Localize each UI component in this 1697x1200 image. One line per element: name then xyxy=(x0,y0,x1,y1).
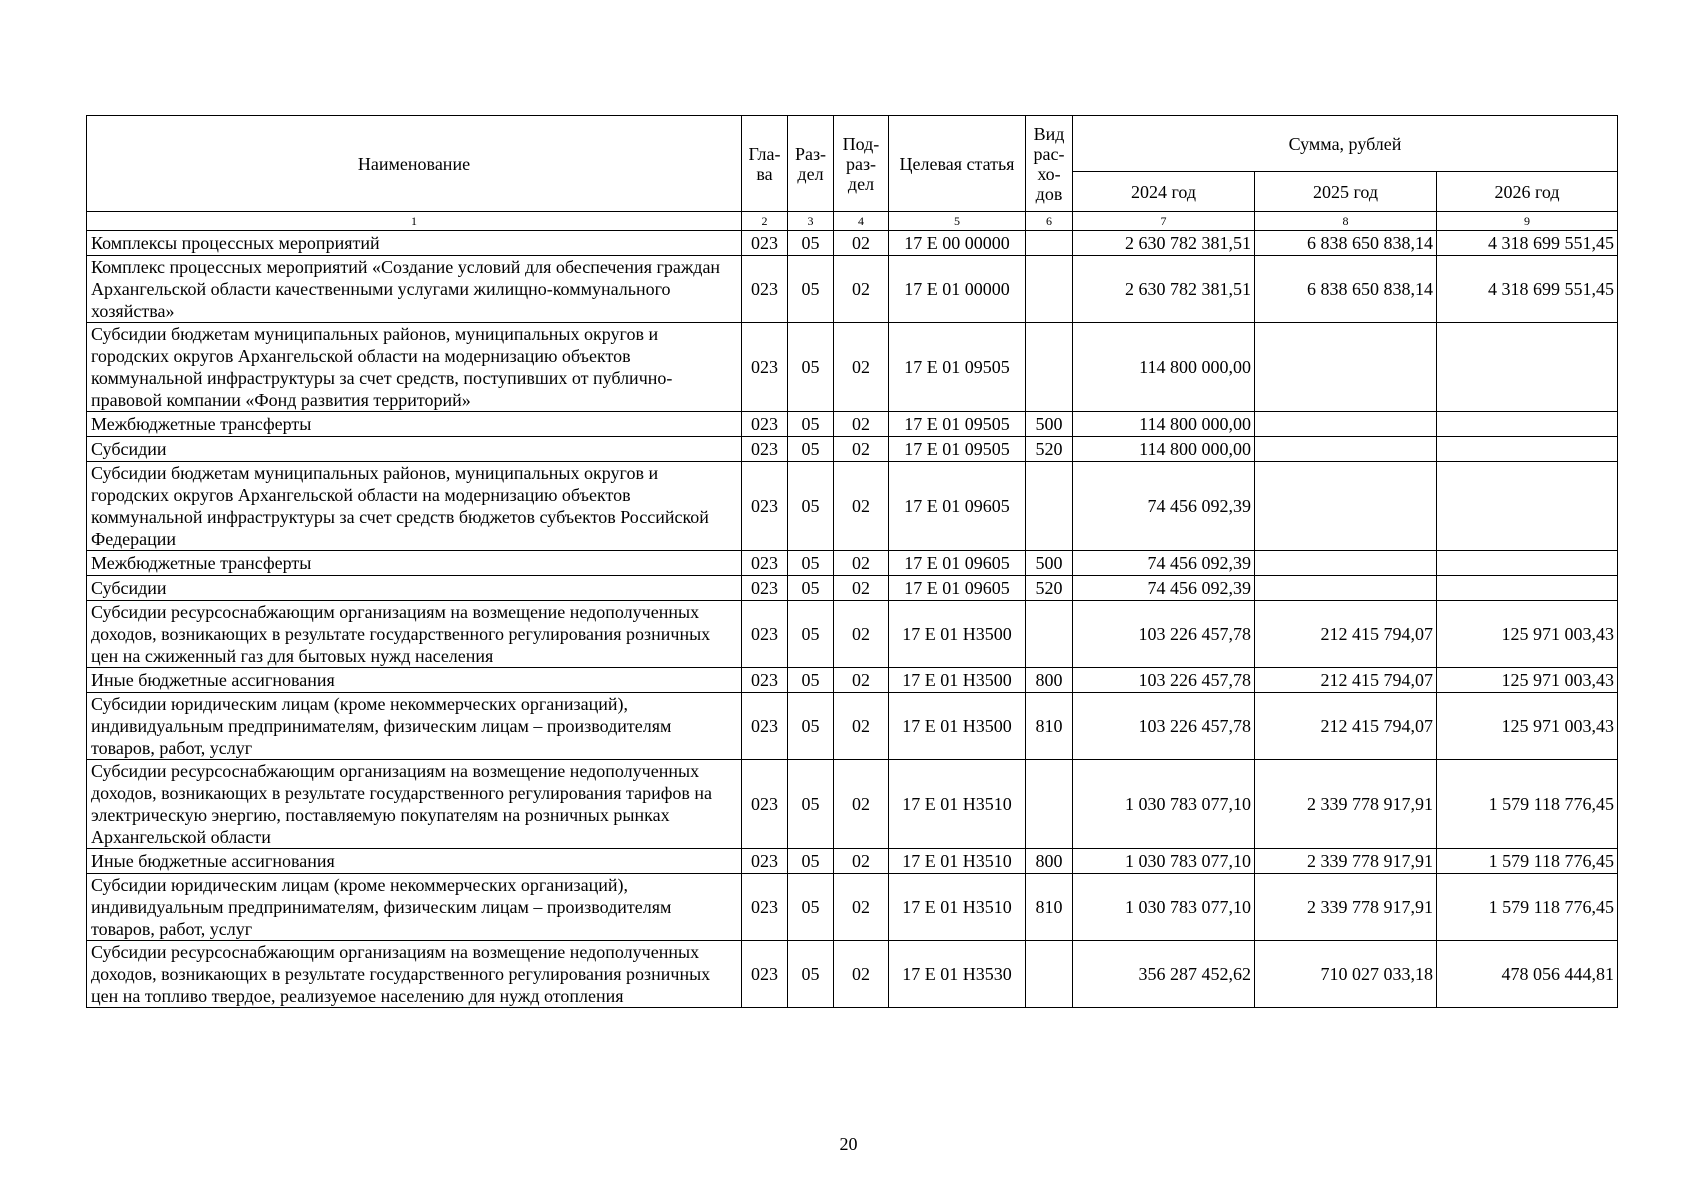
row-chapter: 023 xyxy=(742,437,788,462)
row-section: 05 xyxy=(788,256,834,323)
header-year-2026: 2026 год xyxy=(1437,172,1618,212)
row-amount-2024: 1 030 783 077,10 xyxy=(1073,874,1255,941)
row-amount-2025: 212 415 794,07 xyxy=(1255,693,1437,760)
header-year-2025: 2025 год xyxy=(1255,172,1437,212)
row-amount-2026: 4 318 699 551,45 xyxy=(1437,256,1618,323)
row-subsection: 02 xyxy=(834,412,889,437)
row-expense-type: 520 xyxy=(1026,576,1073,601)
column-index: 6 xyxy=(1026,212,1073,231)
row-amount-2025 xyxy=(1255,437,1437,462)
table-row xyxy=(87,412,1618,437)
row-amount-2024: 114 800 000,00 xyxy=(1073,323,1255,412)
row-name: Субсидии xyxy=(87,576,742,601)
row-chapter: 023 xyxy=(742,601,788,668)
table-row xyxy=(87,760,1618,849)
row-amount-2026: 478 056 444,81 xyxy=(1437,941,1618,1008)
row-target: 17 Е 01 Н3500 xyxy=(889,668,1026,693)
row-target: 17 Е 01 Н3500 xyxy=(889,693,1026,760)
row-amount-2025: 2 339 778 917,91 xyxy=(1255,849,1437,874)
row-amount-2024: 114 800 000,00 xyxy=(1073,412,1255,437)
row-amount-2024: 74 456 092,39 xyxy=(1073,551,1255,576)
row-section: 05 xyxy=(788,693,834,760)
row-section: 05 xyxy=(788,760,834,849)
column-index: 4 xyxy=(834,212,889,231)
row-expense-type: 810 xyxy=(1026,874,1073,941)
row-amount-2025 xyxy=(1255,576,1437,601)
row-amount-2025: 6 838 650 838,14 xyxy=(1255,256,1437,323)
row-chapter: 023 xyxy=(742,412,788,437)
budget-table-container xyxy=(86,115,1617,1008)
row-expense-type xyxy=(1026,231,1073,256)
row-amount-2024: 74 456 092,39 xyxy=(1073,576,1255,601)
row-expense-type: 800 xyxy=(1026,668,1073,693)
row-name: Субсидии юридическим лицам (кроме некоммерческих организаций), индивидуальным предпринимателям, физическим лицам – производителям товаров, работ, услуг xyxy=(87,874,742,941)
column-index: 3 xyxy=(788,212,834,231)
table-body xyxy=(87,231,1618,1008)
row-amount-2024: 103 226 457,78 xyxy=(1073,601,1255,668)
column-index: 8 xyxy=(1255,212,1437,231)
row-amount-2025 xyxy=(1255,323,1437,412)
row-section: 05 xyxy=(788,551,834,576)
row-chapter: 023 xyxy=(742,874,788,941)
row-name: Субсидии ресурсоснабжающим организациям на возмещение недополученных доходов, возникающих в результате государственного регулирования розничных цен на сжиженный газ для бытовых нужд населения xyxy=(87,601,742,668)
row-amount-2025: 6 838 650 838,14 xyxy=(1255,231,1437,256)
row-expense-type: 500 xyxy=(1026,412,1073,437)
header-section: Раз- дел xyxy=(788,116,834,212)
row-chapter: 023 xyxy=(742,551,788,576)
row-section: 05 xyxy=(788,412,834,437)
table-row xyxy=(87,601,1618,668)
row-name: Комплекс процессных мероприятий «Создание условий для обеспечения граждан Архангельской области качественными услугами жилищно-коммунального хозяйства» xyxy=(87,256,742,323)
row-chapter: 023 xyxy=(742,323,788,412)
row-amount-2024: 103 226 457,78 xyxy=(1073,693,1255,760)
table-row xyxy=(87,941,1618,1008)
row-name: Иные бюджетные ассигнования xyxy=(87,668,742,693)
row-expense-type: 800 xyxy=(1026,849,1073,874)
row-target: 17 Е 01 Н3500 xyxy=(889,601,1026,668)
header-target: Целевая статья xyxy=(889,116,1026,212)
table-row xyxy=(87,551,1618,576)
row-subsection: 02 xyxy=(834,551,889,576)
row-target: 17 Е 01 09605 xyxy=(889,462,1026,551)
row-section: 05 xyxy=(788,437,834,462)
row-subsection: 02 xyxy=(834,849,889,874)
row-amount-2024: 1 030 783 077,10 xyxy=(1073,760,1255,849)
row-chapter: 023 xyxy=(742,693,788,760)
row-amount-2024: 74 456 092,39 xyxy=(1073,462,1255,551)
row-target: 17 Е 01 00000 xyxy=(889,256,1026,323)
header-year-2024: 2024 год xyxy=(1073,172,1255,212)
row-chapter: 023 xyxy=(742,941,788,1008)
row-chapter: 023 xyxy=(742,668,788,693)
row-section: 05 xyxy=(788,941,834,1008)
budget-table xyxy=(86,115,1618,1008)
row-name: Субсидии юридическим лицам (кроме некоммерческих организаций), индивидуальным предпринимателям, физическим лицам – производителям товаров, работ, услуг xyxy=(87,693,742,760)
row-expense-type xyxy=(1026,601,1073,668)
row-amount-2026: 1 579 118 776,45 xyxy=(1437,849,1618,874)
row-amount-2024: 114 800 000,00 xyxy=(1073,437,1255,462)
table-row xyxy=(87,693,1618,760)
row-expense-type xyxy=(1026,256,1073,323)
row-name: Межбюджетные трансферты xyxy=(87,412,742,437)
row-amount-2026 xyxy=(1437,551,1618,576)
row-subsection: 02 xyxy=(834,874,889,941)
row-target: 17 Е 01 09605 xyxy=(889,551,1026,576)
table-row xyxy=(87,668,1618,693)
row-chapter: 023 xyxy=(742,760,788,849)
row-section: 05 xyxy=(788,576,834,601)
row-amount-2025 xyxy=(1255,551,1437,576)
row-subsection: 02 xyxy=(834,462,889,551)
row-amount-2024: 2 630 782 381,51 xyxy=(1073,256,1255,323)
row-amount-2024: 103 226 457,78 xyxy=(1073,668,1255,693)
row-target: 17 Е 01 Н3510 xyxy=(889,760,1026,849)
row-amount-2026 xyxy=(1437,576,1618,601)
row-name: Субсидии ресурсоснабжающим организациям на возмещение недополученных доходов, возникающих в результате государственного регулирования тарифов на электрическую энергию, поставляемую покупателям на розничных рынках Архангельской области xyxy=(87,760,742,849)
column-index: 2 xyxy=(742,212,788,231)
row-amount-2026: 1 579 118 776,45 xyxy=(1437,760,1618,849)
row-chapter: 023 xyxy=(742,576,788,601)
row-expense-type xyxy=(1026,941,1073,1008)
row-amount-2024: 2 630 782 381,51 xyxy=(1073,231,1255,256)
table-row xyxy=(87,323,1618,412)
column-index: 1 xyxy=(87,212,742,231)
row-subsection: 02 xyxy=(834,760,889,849)
row-amount-2026 xyxy=(1437,437,1618,462)
header-subsection: Под- раз- дел xyxy=(834,116,889,212)
row-chapter: 023 xyxy=(742,256,788,323)
table-row xyxy=(87,231,1618,256)
row-amount-2024: 1 030 783 077,10 xyxy=(1073,849,1255,874)
row-amount-2026: 125 971 003,43 xyxy=(1437,668,1618,693)
header-chapter: Гла- ва xyxy=(742,116,788,212)
table-row xyxy=(87,256,1618,323)
table-row xyxy=(87,576,1618,601)
row-section: 05 xyxy=(788,231,834,256)
row-amount-2026 xyxy=(1437,462,1618,551)
row-target: 17 Е 01 Н3530 xyxy=(889,941,1026,1008)
row-name: Межбюджетные трансферты xyxy=(87,551,742,576)
row-target: 17 Е 01 Н3510 xyxy=(889,849,1026,874)
row-name: Комплексы процессных мероприятий xyxy=(87,231,742,256)
page-number: 20 xyxy=(839,1134,858,1154)
table-row xyxy=(87,874,1618,941)
column-index: 9 xyxy=(1437,212,1618,231)
row-amount-2025: 2 339 778 917,91 xyxy=(1255,760,1437,849)
row-subsection: 02 xyxy=(834,601,889,668)
header-name: Наименование xyxy=(87,116,742,212)
row-expense-type: 810 xyxy=(1026,693,1073,760)
row-subsection: 02 xyxy=(834,256,889,323)
row-name: Субсидии бюджетам муниципальных районов, муниципальных округов и городских округов Архангельской области на модернизацию объектов коммунальной инфраструктуры за счет средств, поступивших от публично-правовой компании «Фонд развития территорий» xyxy=(87,323,742,412)
row-expense-type xyxy=(1026,760,1073,849)
row-name: Иные бюджетные ассигнования xyxy=(87,849,742,874)
row-section: 05 xyxy=(788,323,834,412)
row-amount-2026: 1 579 118 776,45 xyxy=(1437,874,1618,941)
row-target: 17 Е 01 09505 xyxy=(889,412,1026,437)
row-amount-2025: 710 027 033,18 xyxy=(1255,941,1437,1008)
row-name: Субсидии бюджетам муниципальных районов, муниципальных округов и городских округов Архангельской области на модернизацию объектов коммунальной инфраструктуры за счет средств бюджетов субъектов Российской Федерации xyxy=(87,462,742,551)
row-section: 05 xyxy=(788,849,834,874)
row-target: 17 Е 01 09505 xyxy=(889,437,1026,462)
row-expense-type: 500 xyxy=(1026,551,1073,576)
row-target: 17 Е 01 09605 xyxy=(889,576,1026,601)
row-amount-2025: 212 415 794,07 xyxy=(1255,601,1437,668)
row-amount-2025 xyxy=(1255,412,1437,437)
column-index: 7 xyxy=(1073,212,1255,231)
column-index: 5 xyxy=(889,212,1026,231)
row-section: 05 xyxy=(788,462,834,551)
row-subsection: 02 xyxy=(834,437,889,462)
row-subsection: 02 xyxy=(834,668,889,693)
row-subsection: 02 xyxy=(834,941,889,1008)
row-target: 17 Е 01 Н3510 xyxy=(889,874,1026,941)
row-amount-2025: 212 415 794,07 xyxy=(1255,668,1437,693)
row-subsection: 02 xyxy=(834,231,889,256)
row-amount-2026 xyxy=(1437,412,1618,437)
header-sum: Сумма, рублей xyxy=(1073,116,1618,172)
row-amount-2025 xyxy=(1255,462,1437,551)
header-expense-type: Вид рас- хо- дов xyxy=(1026,116,1073,212)
row-amount-2025: 2 339 778 917,91 xyxy=(1255,874,1437,941)
table-row xyxy=(87,462,1618,551)
row-chapter: 023 xyxy=(742,231,788,256)
row-amount-2024: 356 287 452,62 xyxy=(1073,941,1255,1008)
table-row xyxy=(87,849,1618,874)
row-chapter: 023 xyxy=(742,849,788,874)
row-expense-type xyxy=(1026,462,1073,551)
row-amount-2026 xyxy=(1437,323,1618,412)
row-section: 05 xyxy=(788,668,834,693)
row-chapter: 023 xyxy=(742,462,788,551)
row-subsection: 02 xyxy=(834,323,889,412)
table-row xyxy=(87,437,1618,462)
row-section: 05 xyxy=(788,601,834,668)
row-name: Субсидии ресурсоснабжающим организациям на возмещение недополученных доходов, возникающих в результате государственного регулирования розничных цен на топливо твердое, реализуемое населению для нужд отопления xyxy=(87,941,742,1008)
row-target: 17 Е 01 09505 xyxy=(889,323,1026,412)
row-name: Субсидии xyxy=(87,437,742,462)
row-subsection: 02 xyxy=(834,576,889,601)
column-index-row xyxy=(87,212,1618,231)
row-expense-type: 520 xyxy=(1026,437,1073,462)
row-amount-2026: 4 318 699 551,45 xyxy=(1437,231,1618,256)
row-section: 05 xyxy=(788,874,834,941)
row-subsection: 02 xyxy=(834,693,889,760)
row-expense-type xyxy=(1026,323,1073,412)
row-target: 17 Е 00 00000 xyxy=(889,231,1026,256)
row-amount-2026: 125 971 003,43 xyxy=(1437,601,1618,668)
row-amount-2026: 125 971 003,43 xyxy=(1437,693,1618,760)
